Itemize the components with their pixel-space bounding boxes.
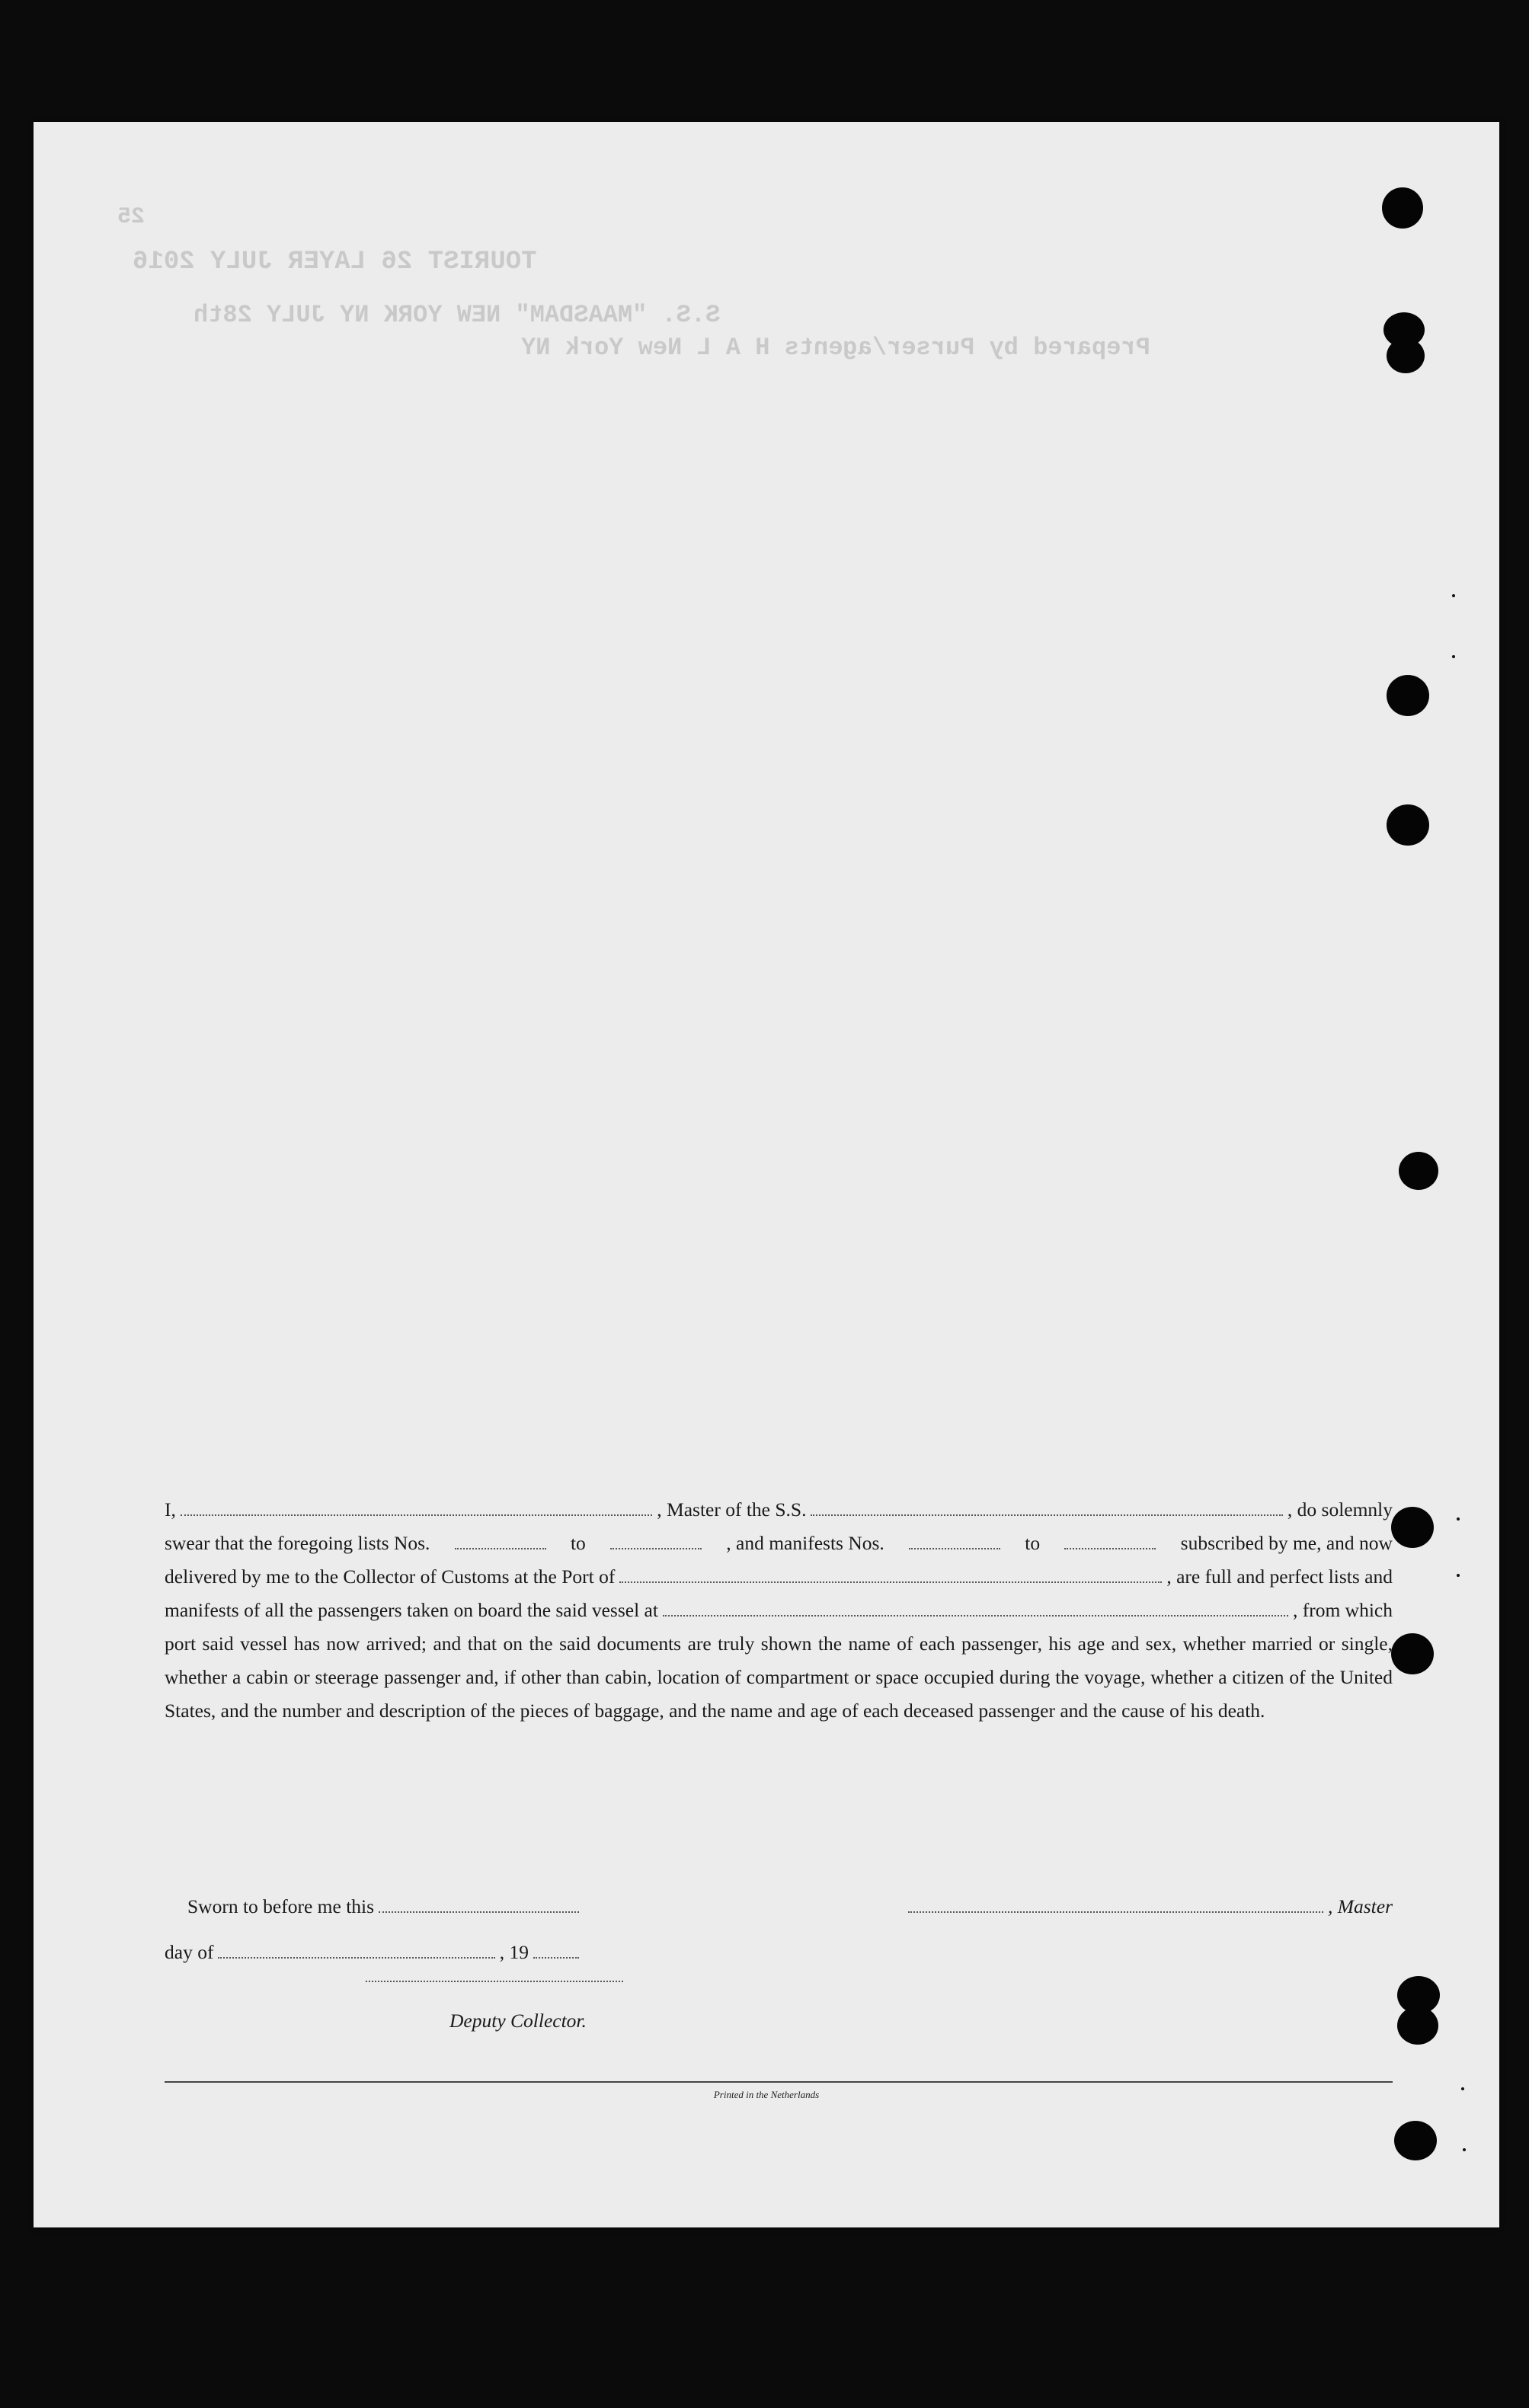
deputy-label: Deputy Collector. — [449, 2010, 587, 2032]
ship-name-blank — [811, 1514, 1282, 1516]
sworn-row — [187, 1895, 584, 1918]
oath-block — [165, 1493, 1393, 1728]
master-name-blank — [181, 1514, 652, 1516]
oath-solemnly: , do solemnly — [1287, 1498, 1393, 1521]
punch-hole — [1387, 804, 1429, 846]
oath-line-2 — [165, 1527, 1393, 1560]
punch-hole — [1387, 338, 1425, 373]
day-of-blank — [218, 1957, 494, 1959]
manifest-to-blank — [1064, 1548, 1156, 1549]
speck — [1452, 655, 1455, 658]
port-blank — [619, 1581, 1162, 1583]
sworn-label: Sworn to before me this — [187, 1895, 375, 1917]
oath-full-perfect: , are full and perfect lists and — [1166, 1565, 1393, 1588]
speck — [1463, 2148, 1466, 2151]
speck — [1452, 594, 1455, 597]
punch-hole — [1394, 2121, 1437, 2160]
oath-manifests-all: manifests of all the passengers taken on board the said vessel at — [165, 1599, 658, 1621]
bleed-row — [262, 442, 1329, 469]
day-of-row — [165, 1941, 584, 1964]
year-blank — [533, 1957, 579, 1959]
departure-port-blank — [663, 1615, 1288, 1617]
master-signature-blank — [908, 1911, 1323, 1913]
year-label: , 19 — [499, 1941, 529, 1963]
punch-hole — [1382, 187, 1423, 229]
oath-i: I, — [165, 1498, 176, 1521]
master-sign-row — [904, 1895, 1393, 1918]
oath-swear: swear that the foregoing lists Nos. — [165, 1532, 430, 1554]
oath-delivered: delivered by me to the Collector of Customs at the Port of — [165, 1565, 616, 1588]
speck — [1457, 1574, 1460, 1577]
oath-to-2: to — [1025, 1532, 1041, 1554]
oath-manifests: , and manifests Nos. — [726, 1532, 884, 1554]
list-from-blank — [455, 1548, 546, 1549]
oath-subscribed: subscribed by me, and now — [1180, 1532, 1393, 1554]
punch-hole — [1399, 1152, 1438, 1190]
oath-to-1: to — [570, 1532, 586, 1554]
speck — [1457, 1517, 1460, 1521]
deputy-line-row — [361, 1981, 628, 1987]
oath-line-3 — [165, 1560, 1393, 1594]
punch-hole — [1397, 2007, 1438, 2045]
footer-rule — [165, 2081, 1393, 2083]
punch-hole — [1391, 1507, 1434, 1548]
deputy-signature-blank — [366, 1981, 623, 1982]
oath-line-4 — [165, 1594, 1393, 1627]
bleed-page-number: 25 — [117, 204, 146, 230]
deputy-row — [449, 2010, 587, 2032]
bleed-header: TOURIST 26 LAYER JULY 2016 — [133, 248, 537, 277]
oath-from-which: , from which — [1292, 1599, 1393, 1621]
manifest-from-blank — [909, 1548, 1000, 1549]
signature-block — [165, 1895, 1393, 2048]
bleed-line-1: S.S. "MAASDAM" NEW YORK NY JULY 28th — [194, 301, 721, 329]
punch-hole — [1387, 675, 1429, 716]
master-label: , Master — [1328, 1895, 1393, 1917]
day-of-label: day of — [165, 1941, 214, 1963]
list-to-blank — [610, 1548, 702, 1549]
document-page — [34, 122, 1499, 2227]
oath-body: port said vessel has now arrived; and that on the said documents are truly shown the name of each passenger, his age and sex, whether married or single, whether a cabin or steerage passenger and, if other than cabin, location of compartment or space occupied during the voyage, whether a citizen of the United States, and the number and description of the pieces of baggage, and the name and age of each deceased passenger and the cause of his death. — [165, 1633, 1393, 1722]
sworn-date-blank — [379, 1911, 579, 1913]
punch-hole — [1391, 1633, 1434, 1674]
printed-in-label: Printed in the Netherlands — [713, 2089, 820, 2100]
bleed-line-2: Prepared by Purser/agents H A L New York NY — [521, 334, 1150, 362]
oath-master-of: , Master of the S.S. — [657, 1498, 807, 1521]
oath-line-1 — [165, 1493, 1393, 1527]
